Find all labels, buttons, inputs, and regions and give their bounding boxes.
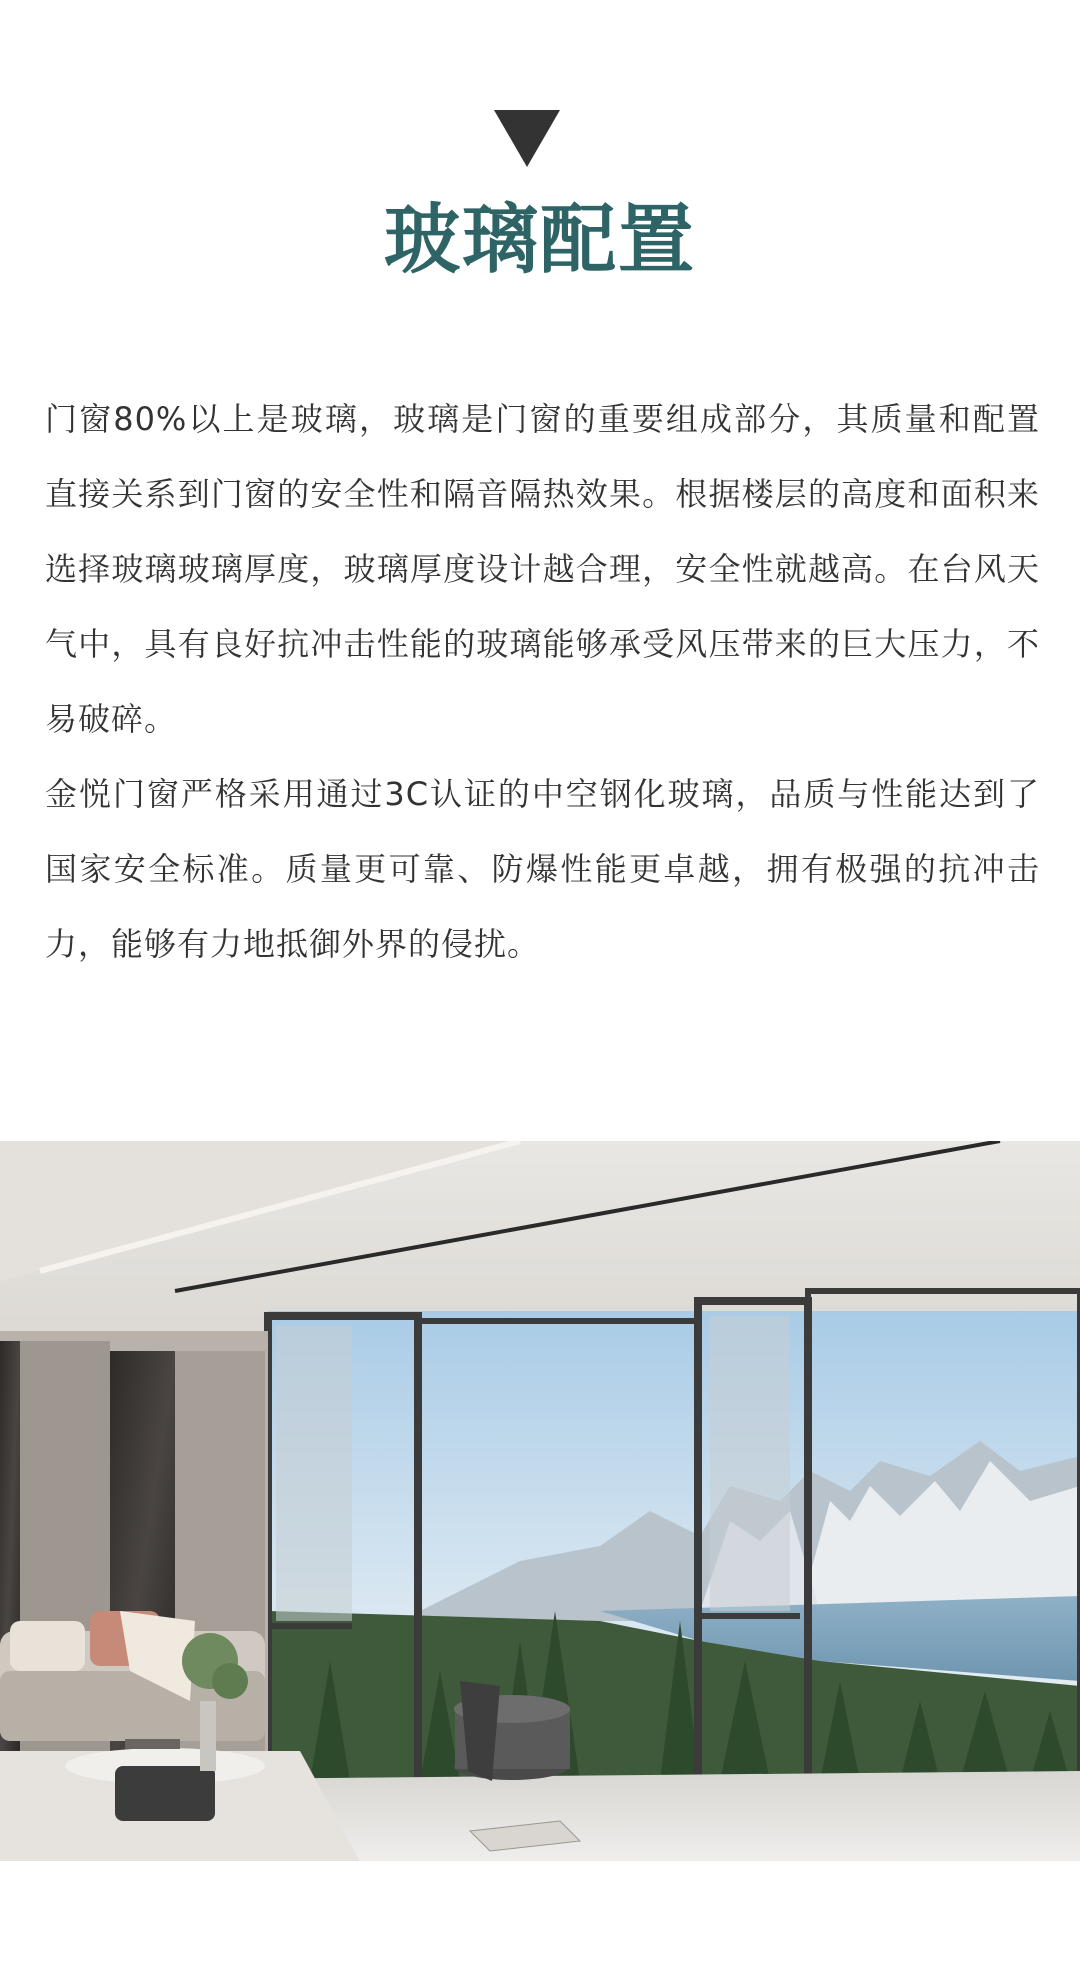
paragraph-product: 金悦门窗严格采用通过3C认证的中空钢化玻璃，品质与性能达到了国家安全标准。质量更可靠、防爆性能更卓越，拥有极强的抗冲击力，能够有力地抵御外界的侵扰。: [45, 775, 1040, 963]
living-room-image: [0, 1141, 1080, 1861]
description-text: [45, 382, 1040, 982]
paragraph-intro: 门窗80%以上是玻璃，玻璃是门窗的重要组成部分，其质量和配置直接关系到门窗的安全性和隔音隔热效果。根据楼层的高度和面积来选择玻璃玻璃厚度，玻璃厚度设计越合理，安全性就越高。在台风天气中，具有良好抗冲击性能的玻璃能够承受风压带来的巨大压力，不易破碎。: [45, 400, 1040, 738]
triangle-down-icon: [494, 110, 560, 167]
page-title: 玻璃配置: [384, 195, 696, 284]
